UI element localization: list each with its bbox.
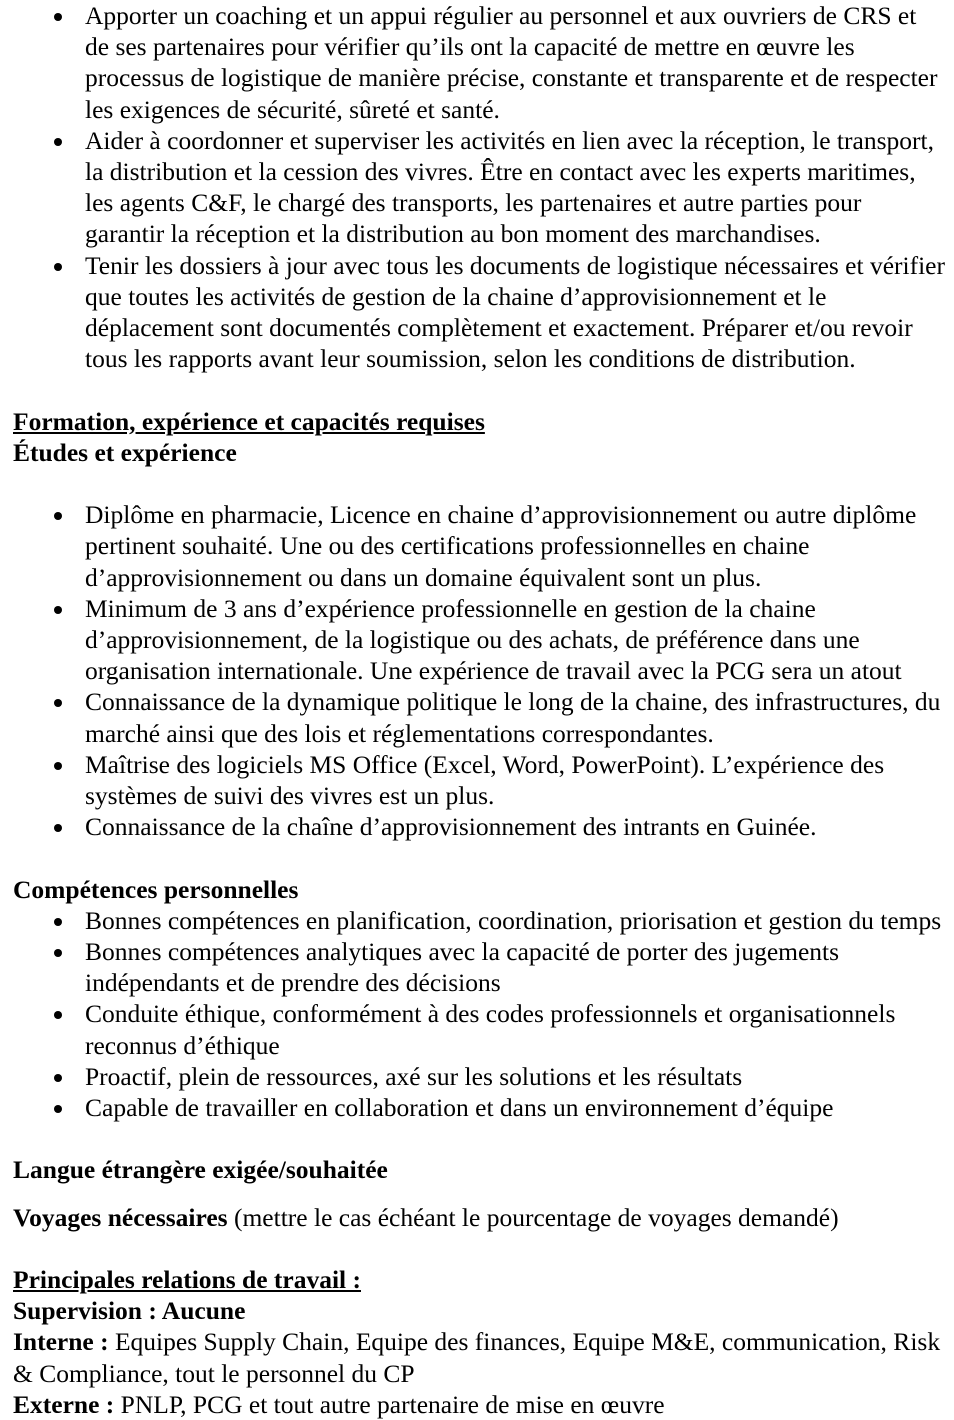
externe-line	[13, 1389, 945, 1420]
list-item: Apporter un coaching et un appui régulier au personnel et aux ouvriers de CRS et de ses partenaires pour vérifier qu’ils ont la capacité de mettre en œuvre les processus de logistique de manière précise, constante et transparente et de respecter les exigences de sécurité, sûreté et santé.	[13, 0, 945, 125]
heading-competences: Compétences personnelles	[13, 874, 299, 904]
spacer	[13, 1186, 945, 1202]
list-item: Connaissance de la dynamique politique le long de la chaine, des infrastructures, du marché ainsi que des lois et réglementations correspondantes.	[13, 686, 945, 748]
spacer	[13, 1233, 945, 1264]
list-item: Bonnes compétences en planification, coordination, priorisation et gestion du temps	[13, 905, 945, 936]
list-item: Conduite éthique, conformément à des codes professionnels et organisationnels reconnus d’éthique	[13, 998, 945, 1060]
list-item: Aider à coordonner et superviser les activités en lien avec la réception, le transport, la distribution et la cession des vivres. Être en contact avec les experts maritimes, les agents C&F, le chargé des transports, les partenaires et autre parties pour garantir la réception et la distribution au bon moment des marchandises.	[13, 125, 945, 250]
voyages-line	[13, 1202, 945, 1233]
voyages-label: Voyages nécessaires	[13, 1202, 228, 1232]
interne-line	[13, 1326, 945, 1388]
heading-relations: Principales relations de travail :	[13, 1265, 361, 1295]
list-item: Bonnes compétences analytiques avec la capacité de porter des jugements indépendants et de prendre des décisions	[13, 936, 945, 998]
interne-text: Equipes Supply Chain, Equipe des finances, Equipe M&E, communication, Risk & Compliance, tout le personnel du CP	[13, 1327, 941, 1388]
spacer	[13, 374, 945, 405]
spacer	[13, 468, 945, 499]
list-item: Minimum de 3 ans d’expérience professionnelle en gestion de la chaine d’approvisionnement, de la logistique ou des achats, de préférence dans une organisation internationale. Une expérience de travail avec la PCG sera un atout	[13, 593, 945, 687]
competences-list	[13, 905, 945, 1123]
heading-relations-wrapper	[13, 1264, 945, 1295]
etudes-list	[13, 499, 945, 842]
list-item: Proactif, plein de ressources, axé sur les solutions et les résultats	[13, 1061, 945, 1092]
list-item: Diplôme en pharmacie, Licence en chaine d’approvisionnement ou autre diplôme pertinent souhaité. Une ou des certifications professionnelles en chaine d’approvisionnement ou dans un domaine équivalent sont un plus.	[13, 499, 945, 593]
externe-label: Externe :	[13, 1389, 115, 1419]
heading-langue: Langue étrangère exigée/souhaitée	[13, 1155, 388, 1185]
spacer	[13, 842, 945, 873]
supervision-line: Supervision : Aucune	[13, 1296, 246, 1326]
list-item: Connaissance de la chaîne d’approvisionnement des intrants en Guinée.	[13, 811, 945, 842]
heading-formation-wrapper	[13, 406, 945, 437]
heading-formation: Formation, expérience et capacités requises	[13, 406, 485, 436]
responsibilities-list	[13, 0, 945, 374]
heading-etudes: Études et expérience	[13, 437, 237, 467]
spacer	[13, 1123, 945, 1154]
section-formation	[13, 406, 945, 468]
voyages-text: (mettre le cas échéant le pourcentage de voyages demandé)	[227, 1202, 839, 1232]
list-item: Maîtrise des logiciels MS Office (Excel, Word, PowerPoint). L’expérience des systèmes de suivi des vivres est un plus.	[13, 749, 945, 811]
interne-label: Interne :	[13, 1327, 109, 1357]
list-item: Capable de travailler en collaboration et dans un environnement d’équipe	[13, 1092, 945, 1123]
externe-text: PNLP, PCG et tout autre partenaire de mise en œuvre	[114, 1389, 665, 1419]
list-item: Tenir les dossiers à jour avec tous les documents de logistique nécessaires et vérifier que toutes les activités de gestion de la chaine d’approvisionnement et le déplacement sont documentés complètement et exactement. Préparer et/ou revoir tous les rapports avant leur soumission, selon les conditions de distribution.	[13, 250, 945, 375]
